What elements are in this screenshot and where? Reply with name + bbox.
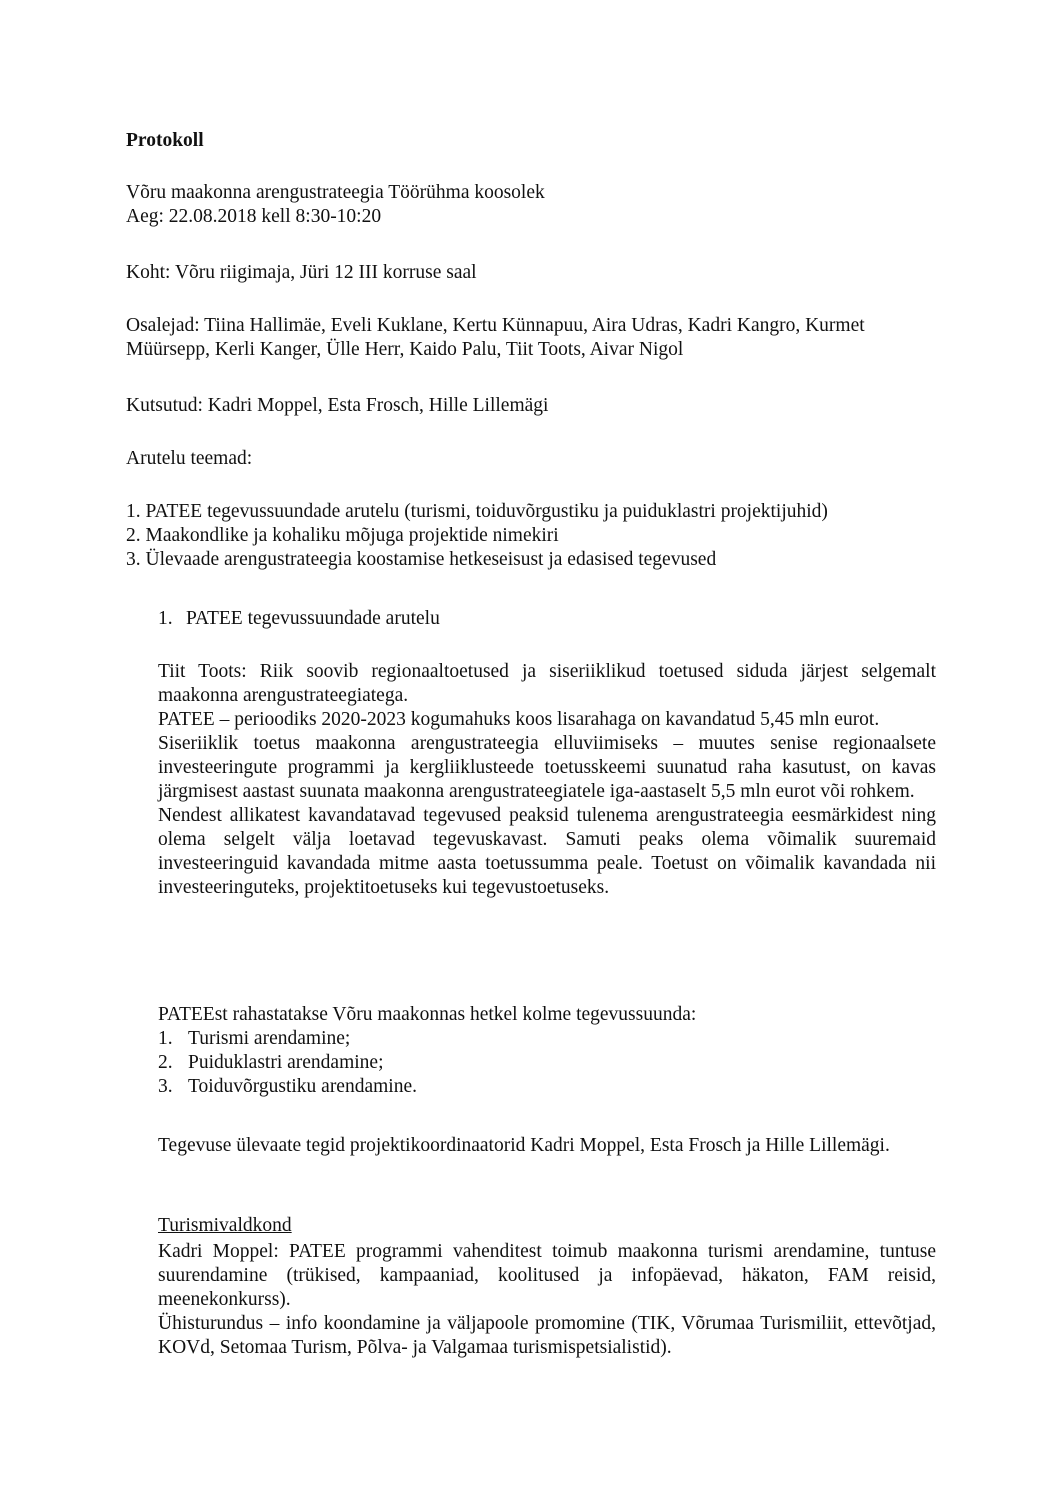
meeting-name: Võru maakonna arengustrateegia Töörühma koosolek [126,182,545,203]
funded-intro: PATEEst rahastatakse Võru maakonnas hetkel kolme tegevussuunda: [158,1004,697,1025]
section-1-body [158,660,936,900]
overview [158,1134,936,1158]
meeting-header [126,181,936,229]
list-item [158,1027,936,1051]
tourism-heading [158,1214,936,1238]
section-1-number: 1. [158,608,173,629]
list-item-text: Puiduklastri arendamine; [188,1052,384,1073]
paragraph: Siseriiklik toetus maakonna arengustrateegia elluviimiseks – muutes senise regionaalsete investeeringute programmi ja kergliiklusteede toetusskeemi suunatud raha kasutust, on kavas järgmisest aastast suunata maakonna arengustrateegiatele iga-aastaselt 5,5 mln eurot või rohkem. [158,733,936,802]
list-item-number: 2. [158,1052,173,1073]
funded-list [158,1027,936,1099]
funded-directions [158,1003,936,1099]
paragraph: Tiit Toots: Riik soovib regionaaltoetused ja siseriiklikud toetused siduda järjest selgemalt maakonna arengustrateegiatega. [158,661,936,706]
paragraph: PATEE – perioodiks 2020-2023 kogumahuks koos lisarahaga on kavandatud 5,45 mln eurot. [158,709,880,730]
invited-text: Kutsutud: Kadri Moppel, Esta Frosch, Hille Lillemägi [126,395,549,416]
meeting-place [126,261,936,285]
invited [126,394,936,418]
document-title: Protokoll [126,130,204,151]
list-item-text: Toiduvõrgustiku arendamine. [188,1076,417,1097]
paragraph: Ühisturundus – info koondamine ja väljapoole promomine (TIK, Võrumaa Turismiliit, ettevõtjad, KOVd, Setomaa Turism, Põlva- ja Valgamaa turismispetsialistid). [158,1313,936,1358]
paragraph: Nendest allikatest kavandatavad tegevused peaksid tulenema arengustrateegia eesmärkidest ning olema selgelt välja loetavad tegevuskavast. Samuti peaks olema võimalik suuremaid investeeringuid kavandada mitme aasta toetussumma peale. Toetust on võimalik kavandada nii investeeringuteks, projektitoetuseks kui tegevustoetuseks. [158,805,936,898]
topic-item: 2. Maakondlike ja kohaliku mõjuga projektide nimekiri [126,525,559,546]
topics-heading-text: Arutelu teemad: [126,448,253,469]
list-item-number: 1. [158,1028,173,1049]
section-1-heading [158,607,936,631]
topics-list [126,500,936,572]
meeting-time: Aeg: 22.08.2018 kell 8:30-10:20 [126,206,382,227]
tourism-heading-text: Turismivaldkond [158,1215,292,1236]
overview-text: Tegevuse ülevaate tegid projektikoordinaatorid Kadri Moppel, Esta Frosch ja Hille Lillemägi. [158,1135,890,1156]
topic-item: 1. PATEE tegevussuundade arutelu (turismi, toiduvõrgustiku ja puiduklastri projektijuhid) [126,501,828,522]
list-item [158,1075,936,1099]
list-item [158,1051,936,1075]
list-item-text: Turismi arendamine; [188,1028,351,1049]
participants-line-1: Osalejad: Tiina Hallimäe, Eveli Kuklane, Kertu Künnapuu, Aira Udras, Kadri Kangro, Kurmet [126,315,865,336]
tourism-body [158,1240,936,1360]
section-1-title: PATEE tegevussuundade arutelu [186,608,440,629]
topic-item: 3. Ülevaade arengustrateegia koostamise hetkeseisust ja edasised tegevused [126,549,717,570]
place-text: Koht: Võru riigimaja, Jüri 12 III korruse saal [126,262,477,283]
topics-heading [126,447,936,471]
paragraph: Kadri Moppel: PATEE programmi vahenditest toimub maakonna turismi arendamine, tuntuse suurendamine (trükised, kampaaniad, koolitused ja infopäevad, häkaton, FAM reisid, meenekonkurss). [158,1241,936,1310]
participants-line-2: Müürsepp, Kerli Kanger, Ülle Herr, Kaido Palu, Tiit Toots, Aivar Nigol [126,339,684,360]
participants [126,314,936,362]
list-item-number: 3. [158,1076,173,1097]
